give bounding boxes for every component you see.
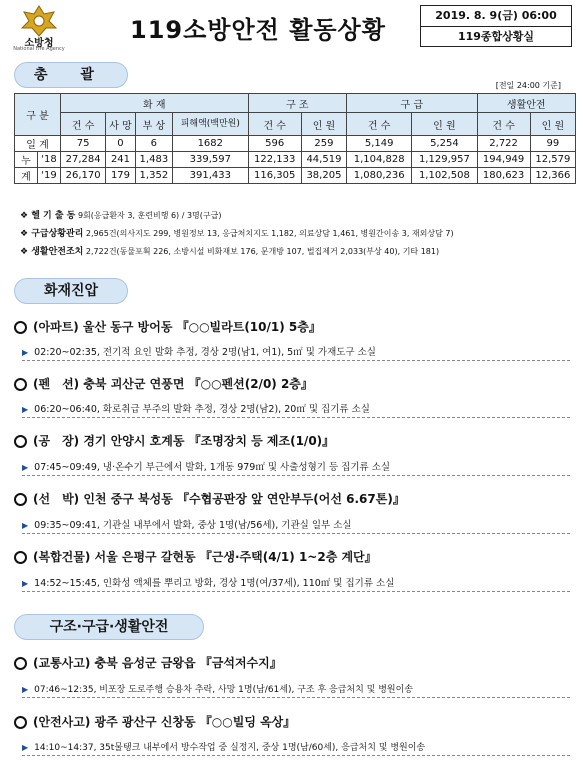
note-text: 9회(응급환자 3, 훈련비행 6) / 3명(구급) xyxy=(77,211,222,220)
table-row xyxy=(15,168,576,184)
rescue-item-detail xyxy=(22,682,570,698)
table-cell: 391,433 xyxy=(172,168,248,184)
item-detail-text: 06:20~06:40, 화로취급 부주의 발화 추정, 경상 2명(남2), 20㎡ 및 집기류 소실 xyxy=(34,404,370,415)
summary-table xyxy=(14,93,576,184)
table-cell: 99 xyxy=(530,136,575,152)
rescue-item-title xyxy=(14,713,295,730)
triangle-bullet-icon: ▶ xyxy=(22,579,29,588)
table-cell: 179 xyxy=(106,168,136,184)
fire-item-title xyxy=(14,318,321,335)
circle-bullet-icon xyxy=(14,321,27,334)
rescue-item-title xyxy=(14,654,282,671)
row-sublabel: '18 xyxy=(38,152,61,168)
as-of-note: [전일 24:00 기준] xyxy=(495,81,561,90)
fire-section-title: 화재진압 xyxy=(14,278,128,304)
fire-item-title xyxy=(14,432,334,449)
table-cell: 12,579 xyxy=(530,152,575,168)
row-label: 일 계 xyxy=(15,136,61,152)
table-cell: 1,102,508 xyxy=(412,168,477,184)
circle-bullet-icon xyxy=(14,657,27,670)
note-ems xyxy=(20,225,454,243)
circle-bullet-icon xyxy=(14,435,27,448)
table-cell: 26,170 xyxy=(61,168,106,184)
column-header: 인 원 xyxy=(412,113,477,136)
column-header: 건 수 xyxy=(347,113,412,136)
table-cell: 6 xyxy=(135,136,172,152)
group-header: 생활안전 xyxy=(477,94,576,113)
triangle-bullet-icon: ▶ xyxy=(22,685,29,694)
table-cell: 241 xyxy=(106,152,136,168)
table-cell: 596 xyxy=(248,136,301,152)
rescue-item-detail xyxy=(22,740,570,756)
fire-item-detail xyxy=(22,344,570,361)
table-cell: 180,623 xyxy=(477,168,530,184)
column-header: 피해액(백만원) xyxy=(172,113,248,136)
table-row xyxy=(15,152,576,168)
group-header: 구 조 xyxy=(248,94,346,113)
note-text: 2,722건(동물포획 226, 소방시설 비화재보 176, 문개방 107, 벌집제거 2,033(부상 40), 기타 181) xyxy=(85,247,440,256)
date-box xyxy=(420,5,572,47)
group-header: 구 급 xyxy=(347,94,477,113)
table-cell: 339,597 xyxy=(172,152,248,168)
table-cell: 194,949 xyxy=(477,152,530,168)
table-row xyxy=(15,136,576,152)
table-cell: 116,305 xyxy=(248,168,301,184)
table-cell: 0 xyxy=(106,136,136,152)
fire-item-detail xyxy=(22,459,570,476)
table-cell: 1,104,828 xyxy=(347,152,412,168)
circle-bullet-icon xyxy=(14,551,27,564)
fire-item-detail xyxy=(22,401,570,418)
table-cell: 1,483 xyxy=(135,152,172,168)
fire-item-title xyxy=(14,490,405,507)
table-cell: 2,722 xyxy=(477,136,530,152)
item-detail-text: 02:20~02:35, 전기적 요인 발화 추정, 경상 2명(남1, 여1), 5㎡ 및 가재도구 소실 xyxy=(34,347,376,358)
item-detail-text: 14:52~15:45, 인화성 액체를 뿌리고 방화, 경상 1명(여/37세), 110㎡ 및 집기류 소실 xyxy=(34,578,395,589)
column-header: 건 수 xyxy=(477,113,530,136)
item-title-text: (안전사고) 광주 광산구 신창동 『○○빌딩 옥상』 xyxy=(33,715,296,729)
table-cell: 27,284 xyxy=(61,152,106,168)
table-cell: 44,519 xyxy=(301,152,346,168)
note-label: ❖ 구급상황관리 xyxy=(20,229,84,239)
item-title-text: (펜 션) 충북 괴산군 연풍면 『○○펜션(2/0) 2층』 xyxy=(33,377,313,391)
fire-item-title xyxy=(14,548,377,565)
note-label: ❖ 생활안전조치 xyxy=(20,247,84,257)
row-sublabel: '19 xyxy=(38,168,61,184)
note-safety xyxy=(20,243,454,261)
summary-notes xyxy=(20,207,454,261)
item-title-text: (선 박) 인천 중구 북성동 『수협공판장 앞 연안부두(어선 6.67톤)』 xyxy=(33,492,405,506)
fire-item-detail xyxy=(22,575,570,592)
table-cell: 1682 xyxy=(172,136,248,152)
table-cell: 1,129,957 xyxy=(412,152,477,168)
logo-text: 소방청 xyxy=(24,38,54,49)
report-date: 2019. 8. 9(금) 06:00 xyxy=(421,6,571,27)
table-cell: 12,366 xyxy=(530,168,575,184)
item-title-text: (교통사고) 충북 음성군 금왕읍 『금석저수지』 xyxy=(33,656,282,670)
page-title: 119소방안전 활동상황 xyxy=(130,16,386,44)
table-cell: 1,352 xyxy=(135,168,172,184)
circle-bullet-icon xyxy=(14,493,27,506)
triangle-bullet-icon: ▶ xyxy=(22,405,29,414)
row-header: 구 분 xyxy=(15,94,61,136)
column-header: 인 원 xyxy=(530,113,575,136)
table-cell: 5,149 xyxy=(347,136,412,152)
item-title-text: (공 장) 경기 안양시 호계동 『조명장치 등 제조(1/0)』 xyxy=(33,434,335,448)
table-cell: 75 xyxy=(61,136,106,152)
note-text: 2,965건(의사지도 299, 병원정보 13, 응급처치지도 1,182, 의료상담 1,461, 병원간이송 3, 재외상담 7) xyxy=(85,229,454,238)
table-cell: 38,205 xyxy=(301,168,346,184)
note-helicopter xyxy=(20,207,454,225)
table-cell: 122,133 xyxy=(248,152,301,168)
column-header: 사 망 xyxy=(106,113,136,136)
rescue-section-title: 구조·구급·생활안전 xyxy=(14,614,204,640)
column-header: 부 상 xyxy=(135,113,172,136)
table-cell: 5,254 xyxy=(412,136,477,152)
summary-section-title: 총 괄 xyxy=(14,62,128,88)
item-detail-text: 09:35~09:41, 기관실 내부에서 발화, 중상 1명(남/56세), 기관실 일부 소실 xyxy=(34,520,352,531)
item-detail-text: 07:45~09:49, 냉·온수기 부근에서 발화, 1개동 979㎡ 및 사출성형기 등 집기류 소실 xyxy=(34,462,391,473)
triangle-bullet-icon: ▶ xyxy=(22,463,29,472)
office-name: 119종합상황실 xyxy=(457,30,535,43)
fire-item-detail xyxy=(22,517,570,534)
column-header: 건 수 xyxy=(248,113,301,136)
logo-subtext: National Fire Agency xyxy=(13,46,65,52)
group-header: 화 재 xyxy=(61,94,249,113)
note-label: ❖ 헬 기 출 동 xyxy=(20,211,76,221)
fire-item-title xyxy=(14,375,313,392)
triangle-bullet-icon: ▶ xyxy=(22,348,29,357)
circle-bullet-icon xyxy=(14,716,27,729)
item-title-text: (복합건물) 서울 은평구 갈현동 『근생·주택(4/1) 1~2층 계단』 xyxy=(33,550,377,564)
row-label: 계 xyxy=(15,168,38,184)
triangle-bullet-icon: ▶ xyxy=(22,521,29,530)
triangle-bullet-icon: ▶ xyxy=(22,743,29,752)
item-title-text: (아파트) 울산 동구 방어동 『○○빌라트(10/1) 5층』 xyxy=(33,320,321,334)
table-cell: 1,080,236 xyxy=(347,168,412,184)
item-detail-text: 14:10~14:37, 35t물탱크 내부에서 방수작업 중 실정지, 중상 1명(남/60세), 응급처치 및 병원이송 xyxy=(34,743,426,753)
circle-bullet-icon xyxy=(14,378,27,391)
item-detail-text: 07:46~12:35, 비포장 도로주행 승용차 추락, 사망 1명(남/61세), 구조 후 응급처치 및 병원이송 xyxy=(34,685,413,695)
column-header: 인 원 xyxy=(301,113,346,136)
table-cell: 259 xyxy=(301,136,346,152)
column-header: 건 수 xyxy=(61,113,106,136)
row-label: 누 xyxy=(15,152,38,168)
